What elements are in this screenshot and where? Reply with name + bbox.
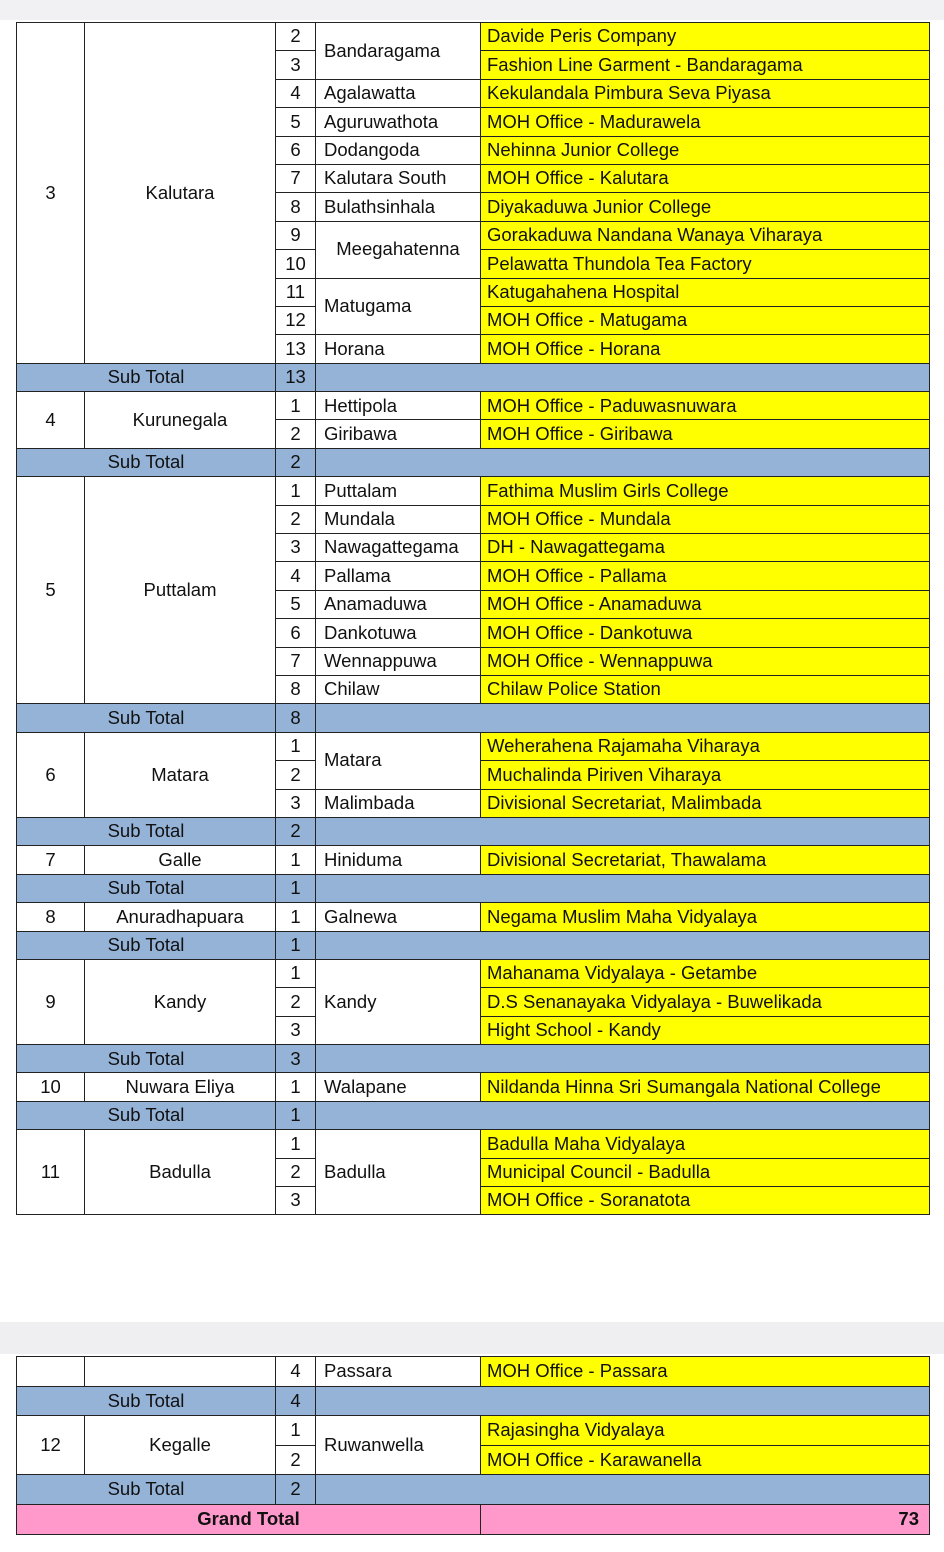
subtotal-blank	[316, 817, 930, 845]
subtotal-row	[17, 1045, 930, 1073]
center-name: MOH Office - Karawanella	[481, 1445, 930, 1475]
entry-no: 1	[276, 846, 316, 874]
subtotal-row	[17, 817, 930, 845]
subtotal-row	[17, 363, 930, 391]
entry-no: 4	[276, 79, 316, 107]
subtotal-value: 3	[276, 1045, 316, 1073]
district-name: Galle	[85, 846, 276, 874]
table-row	[17, 1130, 930, 1158]
division-name: Agalawatta	[316, 79, 481, 107]
district-no: 10	[17, 1073, 85, 1101]
division-name: Anamaduwa	[316, 590, 481, 618]
entry-no: 6	[276, 619, 316, 647]
subtotal-blank	[316, 1045, 930, 1073]
entry-no: 1	[276, 959, 316, 987]
subtotal-value: 2	[276, 817, 316, 845]
table-row	[17, 477, 930, 505]
entry-no: 4	[276, 562, 316, 590]
center-name: MOH Office - Soranatota	[481, 1187, 930, 1215]
subtotal-value: 8	[276, 704, 316, 732]
division-name: Badulla	[316, 1130, 481, 1215]
subtotal-value: 1	[276, 874, 316, 902]
center-name: MOH Office - Dankotuwa	[481, 619, 930, 647]
district-no: 11	[17, 1130, 85, 1215]
district-name: Anuradhapuara	[85, 903, 276, 931]
center-name: Muchalinda Piriven Viharaya	[481, 761, 930, 789]
entry-no: 4	[276, 1357, 316, 1387]
center-name: MOH Office - Anamaduwa	[481, 590, 930, 618]
subtotal-blank	[316, 874, 930, 902]
subtotal-label: Sub Total	[17, 1101, 276, 1129]
district-name: Nuwara Eliya	[85, 1073, 276, 1101]
center-name: MOH Office - Madurawela	[481, 108, 930, 136]
entry-no: 13	[276, 335, 316, 363]
subtotal-row	[17, 874, 930, 902]
subtotal-label: Sub Total	[17, 1475, 276, 1505]
district-no-blank	[17, 1357, 85, 1387]
center-name: Hight School - Kandy	[481, 1016, 930, 1044]
subtotal-row	[17, 1475, 930, 1505]
page-break	[0, 1322, 944, 1354]
center-name: MOH Office - Giribawa	[481, 420, 930, 448]
division-name: Passara	[316, 1357, 481, 1387]
division-name: Matara	[316, 732, 481, 789]
table-row	[17, 1416, 930, 1446]
division-name: Horana	[316, 335, 481, 363]
district-no: 6	[17, 732, 85, 817]
district-name-blank	[85, 1357, 276, 1387]
center-name: Municipal Council - Badulla	[481, 1158, 930, 1186]
district-no: 7	[17, 846, 85, 874]
district-no: 3	[17, 23, 85, 364]
subtotal-blank	[316, 704, 930, 732]
entry-no: 5	[276, 108, 316, 136]
center-name: MOH Office - Passara	[481, 1357, 930, 1387]
table-row	[17, 732, 930, 760]
subtotal-value: 2	[276, 448, 316, 476]
division-name: Aguruwathota	[316, 108, 481, 136]
entry-no: 2	[276, 1158, 316, 1186]
entry-no: 8	[276, 193, 316, 221]
subtotal-row	[17, 704, 930, 732]
center-name: Weherahena Rajamaha Viharaya	[481, 732, 930, 760]
subtotal-label: Sub Total	[17, 1045, 276, 1073]
entry-no: 5	[276, 590, 316, 618]
entry-no: 6	[276, 136, 316, 164]
division-name: Mundala	[316, 505, 481, 533]
subtotal-blank	[316, 1386, 930, 1416]
center-name: Davide Peris Company	[481, 23, 930, 51]
district-name: Puttalam	[85, 477, 276, 704]
district-no: 9	[17, 959, 85, 1044]
division-name: Chilaw	[316, 675, 481, 703]
district-no: 12	[17, 1416, 85, 1475]
centers-table-continued	[16, 1356, 930, 1535]
center-name: Fashion Line Garment - Bandaragama	[481, 51, 930, 79]
subtotal-value: 2	[276, 1475, 316, 1505]
subtotal-blank	[316, 1475, 930, 1505]
subtotal-label: Sub Total	[17, 704, 276, 732]
center-name: Kekulandala Pimbura Seva Piyasa	[481, 79, 930, 107]
center-name: Fathima Muslim Girls College	[481, 477, 930, 505]
center-name: D.S Senanayaka Vidyalaya - Buwelikada	[481, 988, 930, 1016]
subtotal-label: Sub Total	[17, 874, 276, 902]
center-name: Diyakaduwa Junior College	[481, 193, 930, 221]
table-row	[17, 903, 930, 931]
district-no: 4	[17, 392, 85, 449]
entry-no: 3	[276, 1187, 316, 1215]
division-name: Puttalam	[316, 477, 481, 505]
grand-total-label: Grand Total	[17, 1504, 481, 1534]
table-row	[17, 846, 930, 874]
center-name: Divisional Secretariat, Thawalama	[481, 846, 930, 874]
entry-no: 1	[276, 1130, 316, 1158]
division-name: Walapane	[316, 1073, 481, 1101]
division-name: Pallama	[316, 562, 481, 590]
division-name: Meegahatenna	[316, 221, 481, 278]
subtotal-blank	[316, 363, 930, 391]
division-name: Bandaragama	[316, 23, 481, 80]
table-row	[17, 23, 930, 51]
table-row	[17, 1073, 930, 1101]
entry-no: 1	[276, 392, 316, 420]
center-name: MOH Office - Horana	[481, 335, 930, 363]
subtotal-value: 13	[276, 363, 316, 391]
center-name: Negama Muslim Maha Vidyalaya	[481, 903, 930, 931]
division-name: Hettipola	[316, 392, 481, 420]
table-row	[17, 959, 930, 987]
center-name: MOH Office - Wennappuwa	[481, 647, 930, 675]
center-name: Mahanama Vidyalaya - Getambe	[481, 959, 930, 987]
district-name: Kalutara	[85, 23, 276, 364]
subtotal-row	[17, 1101, 930, 1129]
division-name: Ruwanwella	[316, 1416, 481, 1475]
subtotal-row	[17, 1386, 930, 1416]
entry-no: 3	[276, 1016, 316, 1044]
entry-no: 1	[276, 1073, 316, 1101]
division-name: Dodangoda	[316, 136, 481, 164]
top-bar	[0, 0, 944, 20]
subtotal-label: Sub Total	[17, 817, 276, 845]
entry-no: 1	[276, 477, 316, 505]
entry-no: 2	[276, 988, 316, 1016]
entry-no: 11	[276, 278, 316, 306]
table-row	[17, 1357, 930, 1387]
subtotal-blank	[316, 1101, 930, 1129]
division-name: Wennappuwa	[316, 647, 481, 675]
center-name: Nehinna Junior College	[481, 136, 930, 164]
district-name: Kegalle	[85, 1416, 276, 1475]
subtotal-blank	[316, 931, 930, 959]
grand-total-value: 73	[481, 1504, 930, 1534]
entry-no: 8	[276, 675, 316, 703]
district-no: 5	[17, 477, 85, 704]
center-name: MOH Office - Kalutara	[481, 164, 930, 192]
center-name: MOH Office - Paduwasnuwara	[481, 392, 930, 420]
entry-no: 1	[276, 903, 316, 931]
subtotal-blank	[316, 448, 930, 476]
center-name: MOH Office - Pallama	[481, 562, 930, 590]
entry-no: 3	[276, 534, 316, 562]
entry-no: 1	[276, 1416, 316, 1446]
center-name: Chilaw Police Station	[481, 675, 930, 703]
entry-no: 2	[276, 23, 316, 51]
entry-no: 3	[276, 51, 316, 79]
entry-no: 2	[276, 505, 316, 533]
subtotal-label: Sub Total	[17, 931, 276, 959]
division-name: Kandy	[316, 959, 481, 1044]
center-name: Nildanda Hinna Sri Sumangala National College	[481, 1073, 930, 1101]
center-name: MOH Office - Mundala	[481, 505, 930, 533]
division-name: Galnewa	[316, 903, 481, 931]
center-name: Katugahahena Hospital	[481, 278, 930, 306]
subtotal-row	[17, 448, 930, 476]
center-name: Gorakaduwa Nandana Wanaya Viharaya	[481, 221, 930, 249]
division-name: Matugama	[316, 278, 481, 335]
center-name: Pelawatta Thundola Tea Factory	[481, 250, 930, 278]
subtotal-row	[17, 931, 930, 959]
table-row	[17, 392, 930, 420]
entry-no: 2	[276, 1445, 316, 1475]
centers-table	[16, 22, 930, 1215]
subtotal-value: 1	[276, 931, 316, 959]
division-name: Hiniduma	[316, 846, 481, 874]
division-name: Bulathsinhala	[316, 193, 481, 221]
division-name: Malimbada	[316, 789, 481, 817]
center-name: Divisional Secretariat, Malimbada	[481, 789, 930, 817]
district-name: Matara	[85, 732, 276, 817]
district-no: 8	[17, 903, 85, 931]
entry-no: 7	[276, 164, 316, 192]
entry-no: 1	[276, 732, 316, 760]
division-name: Dankotuwa	[316, 619, 481, 647]
subtotal-label: Sub Total	[17, 448, 276, 476]
district-name: Badulla	[85, 1130, 276, 1215]
entry-no: 2	[276, 761, 316, 789]
center-name: Badulla Maha Vidyalaya	[481, 1130, 930, 1158]
entry-no: 9	[276, 221, 316, 249]
subtotal-value: 1	[276, 1101, 316, 1129]
grand-total-row	[17, 1504, 930, 1534]
subtotal-value: 4	[276, 1386, 316, 1416]
center-name: MOH Office - Matugama	[481, 306, 930, 334]
entry-no: 2	[276, 420, 316, 448]
entry-no: 12	[276, 306, 316, 334]
subtotal-label: Sub Total	[17, 1386, 276, 1416]
center-name: Rajasingha Vidyalaya	[481, 1416, 930, 1446]
subtotal-label: Sub Total	[17, 363, 276, 391]
center-name: DH - Nawagattegama	[481, 534, 930, 562]
district-name: Kurunegala	[85, 392, 276, 449]
division-name: Nawagattegama	[316, 534, 481, 562]
division-name: Kalutara South	[316, 164, 481, 192]
entry-no: 10	[276, 250, 316, 278]
division-name: Giribawa	[316, 420, 481, 448]
entry-no: 3	[276, 789, 316, 817]
entry-no: 7	[276, 647, 316, 675]
district-name: Kandy	[85, 959, 276, 1044]
